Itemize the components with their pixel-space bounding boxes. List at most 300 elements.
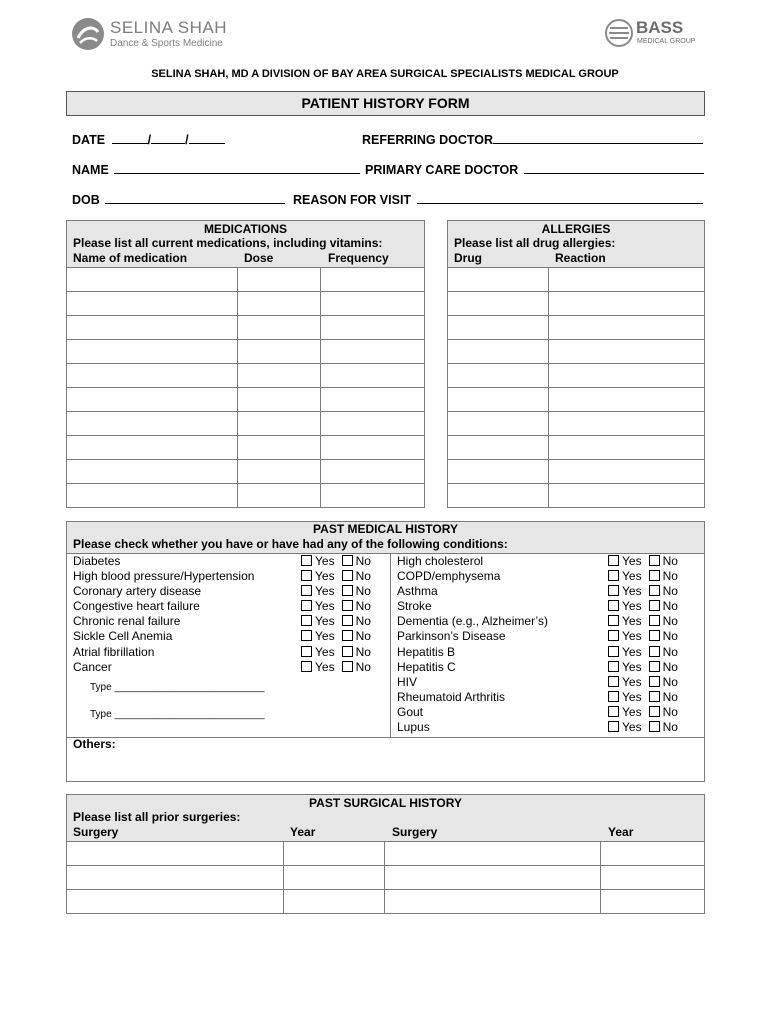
checkbox-icon [301, 646, 312, 657]
no-checkbox[interactable] [649, 599, 678, 613]
condition-row [397, 675, 702, 690]
allergy-cell[interactable] [448, 436, 549, 460]
condition-row [397, 584, 702, 599]
yes-checkbox[interactable] [301, 599, 335, 613]
yes-checkbox[interactable] [608, 599, 642, 613]
yes-no-group [301, 614, 371, 629]
surgery-cell[interactable] [283, 890, 385, 914]
medication-row [67, 460, 425, 484]
condition-row [73, 660, 383, 675]
surgery-cell[interactable] [67, 890, 284, 914]
no-checkbox[interactable] [342, 584, 371, 598]
yes-checkbox[interactable] [608, 584, 642, 598]
medication-cell[interactable] [237, 316, 321, 340]
condition-label: HIV [397, 674, 418, 689]
no-checkbox[interactable] [649, 660, 678, 674]
no-label: No [662, 689, 678, 704]
primary-care-doctor-field[interactable] [365, 161, 704, 177]
condition-label: High cholesterol [397, 554, 484, 568]
psh-title: PAST SURGICAL HISTORY [309, 796, 462, 810]
no-label: No [662, 554, 678, 568]
yes-checkbox[interactable] [608, 614, 642, 628]
no-checkbox[interactable] [649, 720, 678, 734]
condition-label: Diabetes [73, 554, 121, 568]
medication-cell[interactable] [321, 388, 425, 412]
yes-no-group [301, 599, 371, 614]
condition-row [73, 569, 383, 584]
condition-row [397, 690, 702, 705]
condition-label: Hepatitis B [397, 644, 456, 659]
cancer-type-field-1[interactable]: Type ___________________________ [90, 682, 265, 693]
yes-no-group [608, 660, 678, 675]
surgery-cell[interactable] [283, 866, 385, 890]
condition-label: Cancer [73, 659, 112, 674]
condition-label: Congestive heart failure [73, 599, 200, 614]
allergies-table [447, 267, 705, 508]
allergy-row [448, 268, 705, 292]
no-checkbox[interactable] [342, 629, 371, 643]
allergy-row [448, 340, 705, 364]
yes-no-group [608, 675, 678, 690]
yes-no-group [608, 599, 678, 614]
medication-cell[interactable] [67, 364, 238, 388]
selina-shah-logo [70, 16, 230, 52]
no-label: No [662, 659, 678, 674]
no-checkbox[interactable] [342, 614, 371, 628]
checkbox-icon [342, 570, 353, 581]
condition-label: Parkinson’s Disease [397, 629, 506, 644]
surgical-history-header [66, 794, 705, 842]
checkbox-icon [649, 555, 660, 566]
yes-no-group [301, 645, 371, 660]
yes-label: Yes [315, 659, 335, 674]
allergy-cell[interactable] [548, 484, 704, 508]
checkbox-icon [342, 661, 353, 672]
condition-label: Gout [397, 704, 424, 719]
allergy-row [448, 316, 705, 340]
dob-label: DOB [72, 193, 100, 207]
yes-checkbox[interactable] [301, 569, 335, 583]
medications-title: MEDICATIONS [203, 222, 288, 236]
yes-no-group [608, 690, 678, 705]
yes-checkbox[interactable] [608, 629, 642, 643]
checkbox-icon [649, 721, 660, 732]
checkbox-icon [301, 615, 312, 626]
medication-cell[interactable] [321, 268, 425, 292]
yes-label: Yes [315, 629, 335, 644]
selina-shah-logo-icon [70, 16, 106, 52]
name-label: NAME [72, 163, 109, 177]
condition-row [397, 554, 702, 569]
no-label: No [662, 644, 678, 659]
checkbox-icon [342, 646, 353, 657]
allergy-cell[interactable] [548, 460, 704, 484]
no-checkbox[interactable] [342, 599, 371, 613]
surgery-cell[interactable] [67, 866, 284, 890]
medication-cell[interactable] [67, 268, 238, 292]
condition-label: Chronic renal failure [73, 614, 181, 629]
yes-no-group [301, 629, 371, 644]
checkbox-icon [301, 661, 312, 672]
no-checkbox[interactable] [342, 660, 371, 674]
name-field[interactable] [72, 161, 360, 177]
logo-left-sub: Dance & Sports Medicine [110, 38, 223, 49]
medication-cell[interactable] [237, 412, 321, 436]
referring-doctor-field[interactable] [362, 131, 703, 147]
medication-row [67, 316, 425, 340]
allergy-cell[interactable] [448, 388, 549, 412]
no-checkbox[interactable] [342, 645, 371, 659]
allergy-cell[interactable] [548, 316, 704, 340]
yes-label: Yes [315, 584, 335, 599]
checkbox-icon [301, 570, 312, 581]
allergy-cell[interactable] [448, 412, 549, 436]
yes-no-group [301, 584, 371, 599]
no-checkbox[interactable] [649, 675, 678, 689]
checkbox-icon [608, 600, 619, 611]
checkbox-icon [342, 630, 353, 641]
condition-label: Sickle Cell Anemia [73, 629, 173, 644]
medication-cell[interactable] [237, 436, 321, 460]
yes-no-group [608, 629, 678, 644]
pmh-title: PAST MEDICAL HISTORY [313, 522, 458, 536]
condition-label: Lupus [397, 720, 430, 735]
no-label: No [662, 629, 678, 644]
col-year-2: Year [608, 825, 634, 839]
checkbox-icon [301, 555, 312, 566]
no-label: No [662, 720, 678, 735]
allergy-row [448, 436, 705, 460]
logo-right-sub: MEDICAL GROUP [637, 38, 696, 45]
yes-label: Yes [622, 584, 642, 599]
col-surgery: Surgery [73, 825, 119, 839]
no-label: No [662, 674, 678, 689]
yes-checkbox[interactable] [608, 645, 642, 659]
surgery-cell[interactable] [385, 842, 601, 866]
checkbox-icon [608, 691, 619, 702]
bass-logo-icon [604, 16, 634, 50]
medication-row [67, 340, 425, 364]
medication-cell[interactable] [67, 436, 238, 460]
checkbox-icon [649, 676, 660, 687]
yes-label: Yes [622, 614, 642, 629]
yes-no-group [301, 660, 371, 675]
no-checkbox[interactable] [649, 645, 678, 659]
condition-row [397, 629, 702, 644]
medication-row [67, 484, 425, 508]
surgery-row [67, 890, 705, 914]
allergy-cell[interactable] [448, 484, 549, 508]
medication-cell[interactable] [237, 292, 321, 316]
condition-row [73, 584, 383, 599]
medication-cell[interactable] [321, 292, 425, 316]
checkbox-icon [608, 661, 619, 672]
checkbox-icon [301, 585, 312, 596]
medication-cell[interactable] [67, 388, 238, 412]
surgery-row [67, 866, 705, 890]
medication-cell[interactable] [321, 436, 425, 460]
allergy-row [448, 484, 705, 508]
condition-label: Hepatitis C [397, 659, 456, 674]
checkbox-icon [342, 615, 353, 626]
checkbox-icon [301, 600, 312, 611]
allergy-row [448, 412, 705, 436]
no-label: No [355, 584, 371, 599]
medication-cell[interactable] [237, 484, 321, 508]
no-checkbox[interactable] [342, 554, 371, 568]
no-label: No [662, 614, 678, 629]
yes-no-group [608, 569, 678, 584]
yes-checkbox[interactable] [301, 614, 335, 628]
no-label: No [662, 569, 678, 584]
yes-label: Yes [622, 674, 642, 689]
condition-label: Rheumatoid Arthritis [397, 689, 506, 704]
col-surgery-2: Surgery [392, 825, 438, 839]
reason-for-visit-field[interactable] [293, 191, 703, 207]
yes-label: Yes [315, 569, 335, 584]
cancer-type-field-2[interactable]: Type ___________________________ [90, 709, 265, 720]
condition-row [397, 645, 702, 660]
primary-care-doctor-label: PRIMARY CARE DOCTOR [365, 163, 519, 177]
yes-no-group [608, 554, 678, 569]
no-checkbox[interactable] [649, 629, 678, 643]
surgery-cell[interactable] [601, 842, 705, 866]
condition-label: High blood pressure/Hypertension [73, 569, 255, 584]
no-label: No [662, 599, 678, 614]
medications-instruction: Please list all current medications, including vitamins: [73, 236, 383, 250]
pmh-instruction: Please check whether you have or have had any of the following conditions: [73, 537, 508, 551]
allergy-row [448, 292, 705, 316]
yes-label: Yes [622, 644, 642, 659]
medication-cell[interactable] [321, 484, 425, 508]
no-checkbox[interactable] [649, 554, 678, 568]
dob-field[interactable] [72, 191, 285, 207]
col-year: Year [290, 825, 316, 839]
surgery-cell[interactable] [601, 890, 705, 914]
medication-cell[interactable] [237, 364, 321, 388]
yes-label: Yes [315, 614, 335, 629]
yes-no-group [608, 614, 678, 629]
medication-cell[interactable] [67, 316, 238, 340]
allergy-row [448, 388, 705, 412]
allergy-cell[interactable] [448, 268, 549, 292]
referring-doctor-label: REFERRING DOCTOR [362, 133, 494, 147]
condition-row [397, 720, 702, 735]
medication-row [67, 412, 425, 436]
medication-cell[interactable] [321, 364, 425, 388]
yes-no-group [608, 584, 678, 599]
medication-cell[interactable] [237, 388, 321, 412]
surgery-cell[interactable] [385, 890, 601, 914]
allergy-cell[interactable] [548, 340, 704, 364]
surgery-cell[interactable] [601, 866, 705, 890]
yes-label: Yes [622, 599, 642, 614]
medication-cell[interactable] [237, 340, 321, 364]
yes-checkbox[interactable] [301, 629, 335, 643]
no-checkbox[interactable] [649, 614, 678, 628]
col-dose: Dose [244, 251, 274, 265]
yes-label: Yes [315, 599, 335, 614]
no-label: No [662, 704, 678, 719]
medication-cell[interactable] [237, 268, 321, 292]
no-checkbox[interactable] [649, 690, 678, 704]
yes-label: Yes [315, 554, 335, 568]
medication-cell[interactable] [67, 412, 238, 436]
medication-row [67, 292, 425, 316]
allergy-cell[interactable] [448, 364, 549, 388]
yes-label: Yes [622, 659, 642, 674]
medication-cell[interactable] [321, 460, 425, 484]
col-medication-name: Name of medication [73, 251, 188, 265]
allergy-cell[interactable] [548, 412, 704, 436]
medication-cell[interactable] [321, 316, 425, 340]
yes-checkbox[interactable] [301, 660, 335, 674]
no-checkbox[interactable] [342, 569, 371, 583]
checkbox-icon [342, 585, 353, 596]
logo-right-name: BASS [636, 18, 684, 37]
no-label: No [355, 554, 371, 568]
allergy-cell[interactable] [548, 388, 704, 412]
col-frequency: Frequency [328, 251, 389, 265]
checkbox-icon [301, 630, 312, 641]
medications-header [66, 220, 425, 268]
allergy-cell[interactable] [448, 340, 549, 364]
no-checkbox[interactable] [649, 569, 678, 583]
allergies-header [447, 220, 705, 268]
yes-checkbox[interactable] [608, 569, 642, 583]
allergy-cell[interactable] [448, 316, 549, 340]
medication-cell[interactable] [67, 484, 238, 508]
allergy-row [448, 364, 705, 388]
checkbox-icon [649, 706, 660, 717]
medication-cell[interactable] [321, 412, 425, 436]
checkbox-icon [608, 630, 619, 641]
condition-row [73, 614, 383, 629]
yes-checkbox[interactable] [608, 660, 642, 674]
allergy-row [448, 460, 705, 484]
allergy-cell[interactable] [448, 460, 549, 484]
checkbox-icon [649, 585, 660, 596]
no-label: No [355, 644, 371, 659]
yes-checkbox[interactable] [301, 645, 335, 659]
surgery-cell[interactable] [283, 842, 385, 866]
col-drug: Drug [454, 251, 482, 265]
date-field[interactable]: DATE / / [72, 131, 225, 147]
no-label: No [355, 659, 371, 674]
no-checkbox[interactable] [649, 705, 678, 719]
condition-label: Atrial fibrillation [73, 644, 155, 659]
condition-row [73, 645, 383, 660]
yes-label: Yes [622, 629, 642, 644]
logo-left-name: SELINA SHAH [110, 18, 227, 37]
medication-row [67, 388, 425, 412]
medication-cell[interactable] [67, 340, 238, 364]
medication-cell[interactable] [321, 340, 425, 364]
checkbox-icon [608, 721, 619, 732]
medication-row [67, 436, 425, 460]
condition-label: COPD/emphysema [397, 569, 501, 584]
medication-row [67, 364, 425, 388]
condition-row [397, 569, 702, 584]
checkbox-icon [608, 676, 619, 687]
yes-checkbox[interactable] [608, 705, 642, 719]
yes-no-group [608, 705, 678, 720]
checkbox-icon [608, 646, 619, 657]
others-field[interactable]: Others: [73, 737, 116, 751]
allergy-cell[interactable] [548, 364, 704, 388]
no-label: No [355, 599, 371, 614]
checkbox-icon [649, 691, 660, 702]
checkbox-icon [608, 706, 619, 717]
medication-cell[interactable] [67, 292, 238, 316]
no-label: No [355, 629, 371, 644]
checkbox-icon [649, 615, 660, 626]
yes-checkbox[interactable] [608, 675, 642, 689]
page-subtitle: SELINA SHAH, MD A DIVISION OF BAY AREA SURGICAL SPECIALISTS MEDICAL GROUP [151, 68, 619, 80]
condition-label: Coronary artery disease [73, 584, 202, 599]
yes-checkbox[interactable] [608, 690, 642, 704]
surgery-cell[interactable] [385, 866, 601, 890]
medication-cell[interactable] [67, 460, 238, 484]
yes-no-group [301, 554, 371, 569]
medication-row [67, 268, 425, 292]
checkbox-icon [608, 615, 619, 626]
condition-label: Dementia (e.g., Alzheimer’s) [397, 614, 548, 629]
yes-label: Yes [315, 644, 335, 659]
condition-row [73, 554, 383, 569]
past-medical-history-section [66, 521, 705, 782]
yes-label: Yes [622, 554, 642, 568]
col-reaction: Reaction [555, 251, 606, 265]
yes-no-group [301, 569, 371, 584]
allergies-title: ALLERGIES [541, 222, 611, 236]
checkbox-icon [608, 555, 619, 566]
condition-row [397, 660, 702, 675]
allergy-cell[interactable] [448, 292, 549, 316]
yes-checkbox[interactable] [608, 554, 642, 568]
allergies-instruction: Please list all drug allergies: [454, 236, 616, 250]
allergy-cell[interactable] [548, 436, 704, 460]
medications-table [66, 267, 425, 508]
condition-label: Stroke [397, 599, 432, 614]
yes-no-group [608, 645, 678, 660]
allergy-cell[interactable] [548, 292, 704, 316]
condition-row [73, 599, 383, 614]
reason-for-visit-label: REASON FOR VISIT [293, 193, 412, 207]
no-checkbox[interactable] [649, 584, 678, 598]
yes-checkbox[interactable] [608, 720, 642, 734]
yes-label: Yes [622, 569, 642, 584]
allergy-cell[interactable] [548, 268, 704, 292]
yes-no-group [608, 720, 678, 735]
yes-checkbox[interactable] [301, 584, 335, 598]
surgery-cell[interactable] [67, 842, 284, 866]
yes-label: Yes [622, 720, 642, 735]
checkbox-icon [649, 570, 660, 581]
checkbox-icon [342, 555, 353, 566]
medication-cell[interactable] [237, 460, 321, 484]
surgery-row [67, 842, 705, 866]
surgical-history-table [66, 841, 705, 914]
condition-label: Asthma [397, 584, 438, 599]
yes-checkbox[interactable] [301, 554, 335, 568]
checkbox-icon [608, 570, 619, 581]
psh-instruction: Please list all prior surgeries: [73, 810, 241, 824]
checkbox-icon [649, 646, 660, 657]
condition-row [397, 599, 702, 614]
checkbox-icon [649, 630, 660, 641]
yes-label: Yes [622, 704, 642, 719]
